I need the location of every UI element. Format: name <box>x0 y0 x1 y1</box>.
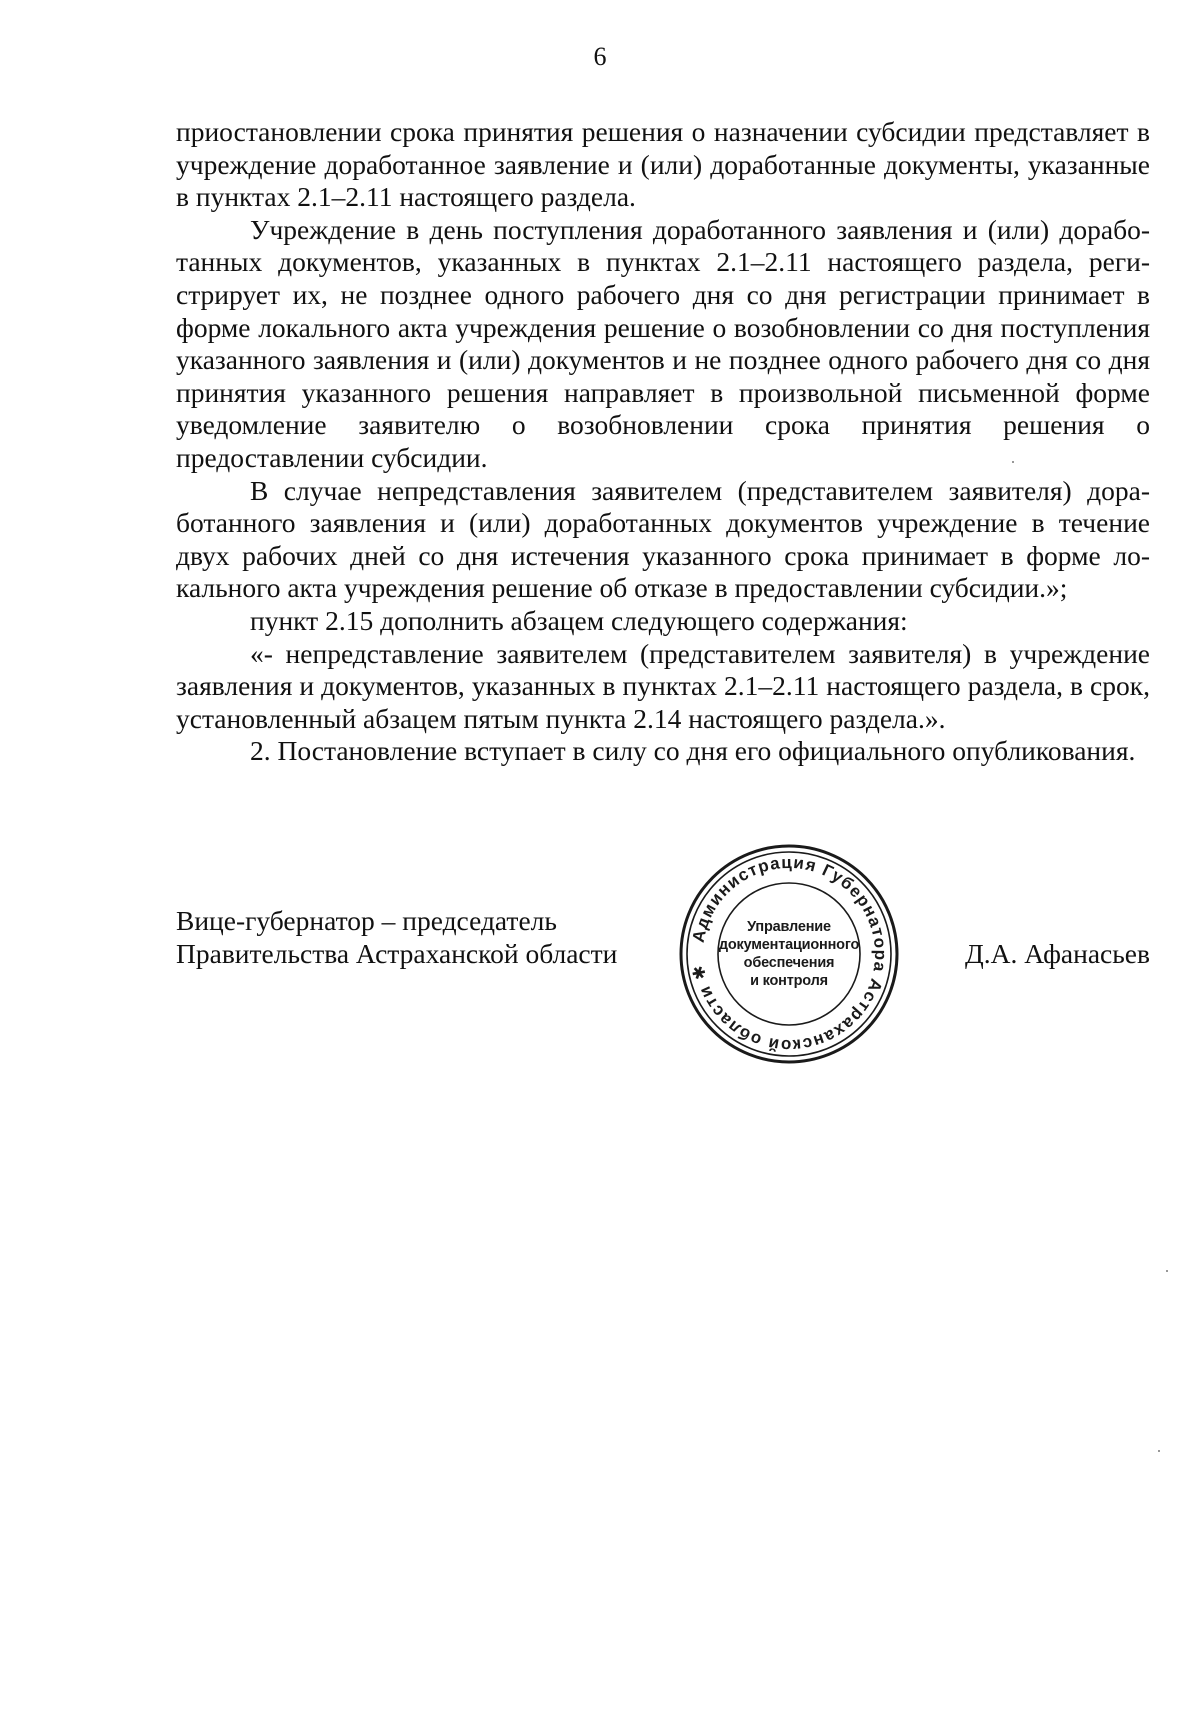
seal-center-line1: Управление <box>747 919 831 935</box>
signatory-name: Д.А. Афанасьев <box>965 938 1150 969</box>
signature-position-line1: Вице-губернатор – председатель <box>176 905 557 936</box>
signature-position-line2: Правительства Астраханской области <box>176 937 618 969</box>
signature-position <box>176 905 676 970</box>
seal-center-text <box>676 841 902 1067</box>
paragraph-amendment-text: «- непредставление заявителем (представителем заявителя) в учреждение заявления и документов, указанных в пунктах 2.1–2.11 настоящего раздела, в срок, установленный абзацем пятым пункта 2.14 настоящего раздела.». <box>176 637 1150 734</box>
seal-center-line2: документационного <box>718 937 860 953</box>
seal-center-line4: и контроля <box>750 973 828 989</box>
seal-ring-text: Администрация Губернатора Астраханской области ✱ <box>688 852 891 1056</box>
page-number: 6 <box>593 42 607 71</box>
document-body <box>176 116 1150 768</box>
official-seal <box>676 841 902 1067</box>
scan-speck <box>1158 1450 1160 1452</box>
seal-center-line3: обеспечения <box>743 955 835 971</box>
paragraph-effective-date: 2. Постановление вступает в силу со дня его официального опубликования. <box>250 735 1136 767</box>
paragraph-refusal: В случае непредставления заявителем (представителем заявителя) доработанного заявления и (или) доработанных документов учреждение в течение двух рабочих дней со дня истечения указанного срока принимает в форме локального акта учреждения решение об отказе в предоставлении субсидии.»; <box>176 474 1150 604</box>
scan-speck <box>1012 461 1014 463</box>
paragraph-continuation: приостановлении срока принятия решения о назначении субсидии представляет в учреждение доработанное заявление и (или) доработанные документы, указанные в пунктах 2.1–2.11 настоящего раздела. <box>176 116 1150 213</box>
paragraph-resumption: Учреждение в день поступления доработанного заявления и (или) доработанных документов, указанных в пунктах 2.1–2.11 настоящего раздела, регистрирует их, не позднее одного рабочего дня со дня регистрации принимает в форме локального акта учреждения решение о возобновлении со дня поступления указанного заявления и (или) документов и не позднее одного рабочего дня со дня принятия указанного решения направляет в произвольной письменной форме уведомление заявителю о возобновлении срока принятия решения о предоставлении субсидии. <box>176 213 1150 473</box>
paragraph-amendment-intro: пункт 2.15 дополнить абзацем следующего содержания: <box>250 604 908 636</box>
scan-speck <box>1166 1270 1168 1272</box>
